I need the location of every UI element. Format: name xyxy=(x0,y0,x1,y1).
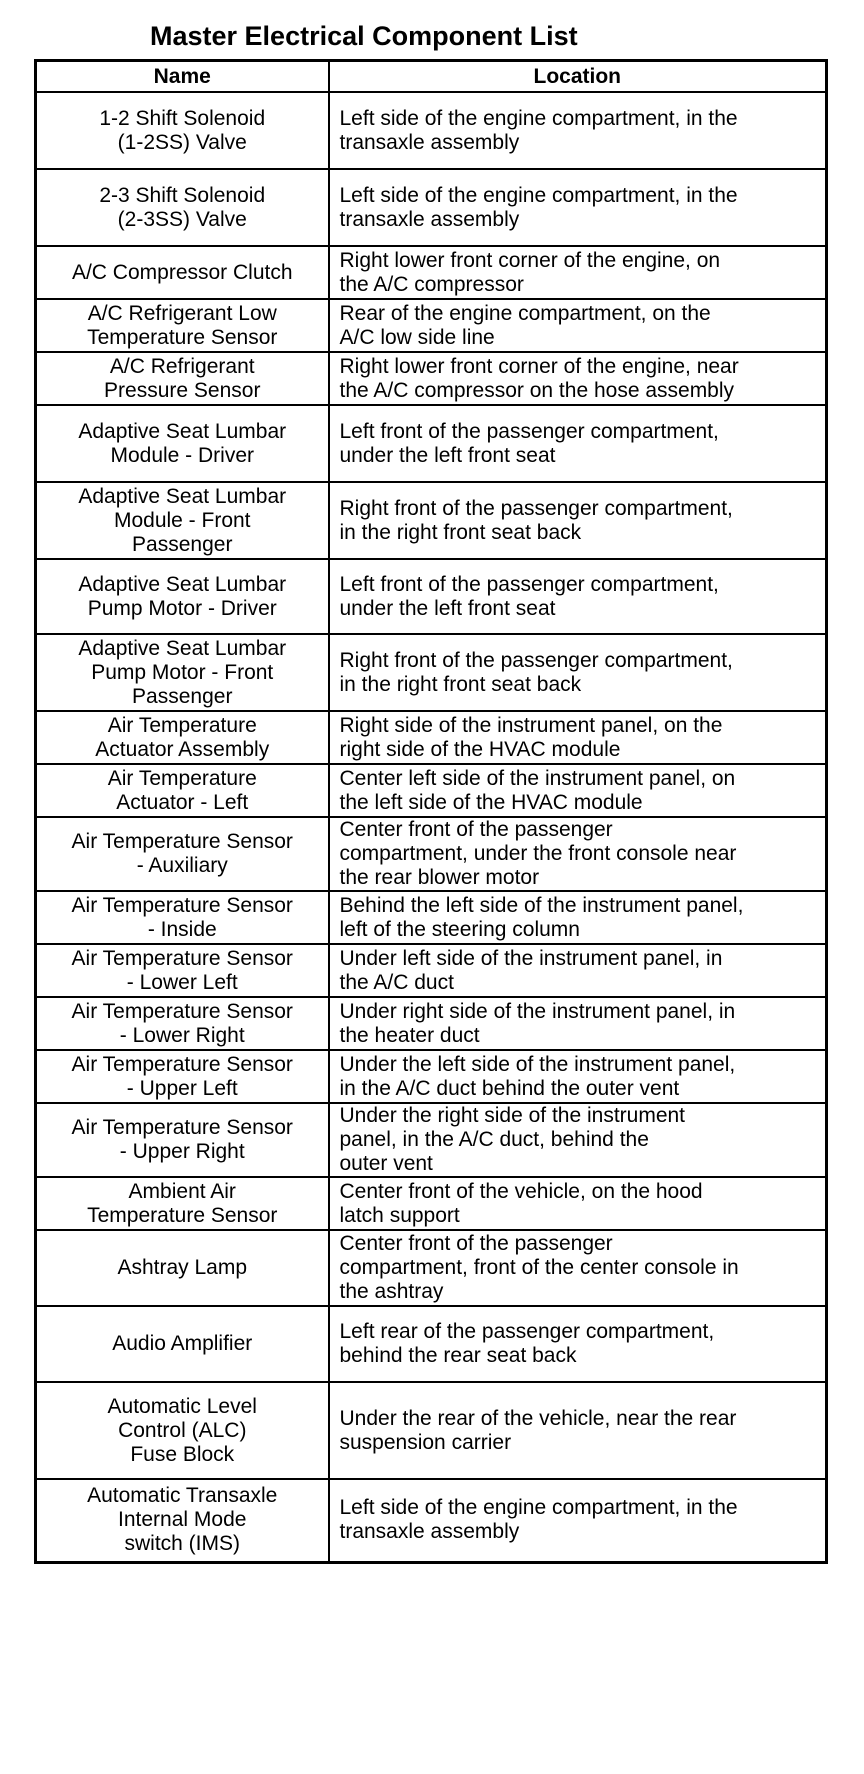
component-name: A/C Refrigerant Pressure Sensor xyxy=(104,354,261,402)
table-row xyxy=(36,634,827,711)
component-name-cell xyxy=(36,764,329,817)
component-location-cell xyxy=(329,1479,827,1562)
table-row xyxy=(36,1177,827,1230)
table-row xyxy=(36,1230,827,1306)
component-location-cell xyxy=(329,352,827,405)
component-location-cell xyxy=(329,246,827,299)
component-name: A/C Compressor Clutch xyxy=(71,260,293,284)
component-name: 2-3 Shift Solenoid (2-3SS) Valve xyxy=(99,183,266,231)
component-location: Left side of the engine compartment, in the transaxle assembly xyxy=(339,1496,738,1544)
table-row xyxy=(36,891,827,944)
component-name: Air Temperature Sensor - Upper Right xyxy=(71,1116,293,1163)
component-name: Ambient Air Temperature Sensor xyxy=(87,1179,278,1227)
component-name-cell xyxy=(36,1103,329,1177)
component-name-cell xyxy=(36,352,329,405)
component-name: Adaptive Seat Lumbar Pump Motor - Driver xyxy=(78,572,287,620)
component-location: Under the right side of the instrument panel, in the A/C duct, behind the outer vent xyxy=(339,1104,686,1175)
component-location: Center front of the passenger compartment, under the front console near the rear blower motor xyxy=(339,818,737,889)
component-location-cell xyxy=(329,944,827,997)
component-table xyxy=(34,59,828,1564)
component-location: Center left side of the instrument panel, on the left side of the HVAC module xyxy=(339,766,736,814)
component-location-cell xyxy=(329,482,827,559)
component-name: Air Temperature Sensor - Inside xyxy=(71,893,293,941)
table-row xyxy=(36,246,827,299)
component-location: Rear of the engine compartment, on the A/C low side line xyxy=(339,301,711,349)
table-row xyxy=(36,169,827,246)
component-location: Left rear of the passenger compartment, behind the rear seat back xyxy=(339,1320,715,1367)
component-location-cell xyxy=(329,559,827,634)
component-name-cell xyxy=(36,1230,329,1306)
component-name-cell xyxy=(36,1177,329,1230)
component-name-cell xyxy=(36,997,329,1050)
table-row xyxy=(36,997,827,1050)
component-name: Audio Amplifier xyxy=(112,1332,253,1355)
table-row xyxy=(36,92,827,169)
component-location-cell xyxy=(329,1177,827,1230)
component-name-cell xyxy=(36,817,329,891)
component-location-cell xyxy=(329,817,827,891)
component-name-cell xyxy=(36,482,329,559)
component-name: Air Temperature Sensor - Lower Right xyxy=(71,999,293,1047)
table-row xyxy=(36,1306,827,1382)
component-location-cell xyxy=(329,1306,827,1382)
table-row xyxy=(36,764,827,817)
component-location: Under left side of the instrument panel, in the A/C duct xyxy=(339,946,723,994)
component-name: Air Temperature Sensor - Upper Left xyxy=(71,1052,293,1100)
component-name: Ashtray Lamp xyxy=(117,1256,248,1279)
component-name-cell xyxy=(36,944,329,997)
component-name: A/C Refrigerant Low Temperature Sensor xyxy=(87,301,278,349)
page-title: Master Electrical Component List xyxy=(150,21,578,51)
component-location: Right side of the instrument panel, on the right side of the HVAC module xyxy=(339,713,723,761)
component-location: Right lower front corner of the engine, near the A/C compressor on the hose assembly xyxy=(339,354,739,402)
component-name-cell xyxy=(36,891,329,944)
component-name-cell xyxy=(36,634,329,711)
component-location: Right front of the passenger compartment, in the right front seat back xyxy=(339,496,733,544)
component-location: Left front of the passenger compartment, under the left front seat xyxy=(339,419,719,467)
component-location-cell xyxy=(329,92,827,169)
table-row xyxy=(36,405,827,482)
component-location-cell xyxy=(329,299,827,352)
component-name: Adaptive Seat Lumbar Pump Motor - Front Passenger xyxy=(78,636,287,708)
component-location: Left side of the engine compartment, in the transaxle assembly xyxy=(339,106,738,154)
table-row xyxy=(36,1479,827,1562)
component-name-cell xyxy=(36,559,329,634)
component-location-cell xyxy=(329,997,827,1050)
component-name: Automatic Level Control (ALC) Fuse Block xyxy=(107,1394,257,1466)
component-location-cell xyxy=(329,169,827,246)
component-name-cell xyxy=(36,246,329,299)
component-location: Under the rear of the vehicle, near the rear suspension carrier xyxy=(339,1406,737,1454)
table-row xyxy=(36,817,827,891)
component-name: Adaptive Seat Lumbar Module - Front Passenger xyxy=(78,484,287,556)
column-header-location: Location xyxy=(329,61,827,93)
table-header-row xyxy=(36,61,827,93)
table-row xyxy=(36,711,827,764)
component-location: Right front of the passenger compartment, in the right front seat back xyxy=(339,648,733,696)
component-location: Left front of the passenger compartment, under the left front seat xyxy=(339,572,719,620)
component-location-cell xyxy=(329,1382,827,1479)
component-name: Air Temperature Sensor - Lower Left xyxy=(71,946,293,994)
component-location: Under right side of the instrument panel, in the heater duct xyxy=(339,999,736,1047)
component-name: 1-2 Shift Solenoid (1-2SS) Valve xyxy=(99,106,266,154)
component-location: Left side of the engine compartment, in the transaxle assembly xyxy=(339,183,738,231)
component-location-cell xyxy=(329,1050,827,1103)
table-row xyxy=(36,299,827,352)
component-location-cell xyxy=(329,405,827,482)
component-location-cell xyxy=(329,764,827,817)
table-row xyxy=(36,944,827,997)
table-body xyxy=(36,92,827,1562)
component-location: Center front of the vehicle, on the hood latch support xyxy=(339,1179,703,1227)
component-name: Air Temperature Actuator - Left xyxy=(107,766,257,814)
component-name-cell xyxy=(36,1306,329,1382)
component-location-cell xyxy=(329,634,827,711)
component-name-cell xyxy=(36,711,329,764)
table-row xyxy=(36,482,827,559)
component-name: Adaptive Seat Lumbar Module - Driver xyxy=(78,419,287,467)
component-location-cell xyxy=(329,1103,827,1177)
component-location: Under the left side of the instrument panel, in the A/C duct behind the outer vent xyxy=(339,1052,736,1100)
component-name-cell xyxy=(36,1479,329,1562)
component-name-cell xyxy=(36,92,329,169)
component-location: Right lower front corner of the engine, on the A/C compressor xyxy=(339,248,721,296)
component-location-cell xyxy=(329,711,827,764)
component-name-cell xyxy=(36,1382,329,1479)
component-name-cell xyxy=(36,299,329,352)
component-location: Center front of the passenger compartment, front of the center console in the ashtray xyxy=(339,1232,739,1303)
component-location-cell xyxy=(329,1230,827,1306)
table-row xyxy=(36,1050,827,1103)
component-name: Air Temperature Actuator Assembly xyxy=(95,713,270,761)
component-location-cell xyxy=(329,891,827,944)
component-name: Automatic Transaxle Internal Mode switch (IMS) xyxy=(87,1484,278,1556)
component-location: Behind the left side of the instrument panel, left of the steering column xyxy=(339,893,744,941)
component-name-cell xyxy=(36,1050,329,1103)
component-name-cell xyxy=(36,169,329,246)
component-name: Air Temperature Sensor - Auxiliary xyxy=(71,830,293,877)
table-row xyxy=(36,1103,827,1177)
column-header-name: Name xyxy=(36,61,329,93)
table-row xyxy=(36,559,827,634)
table-row xyxy=(36,352,827,405)
table-row xyxy=(36,1382,827,1479)
component-name-cell xyxy=(36,405,329,482)
